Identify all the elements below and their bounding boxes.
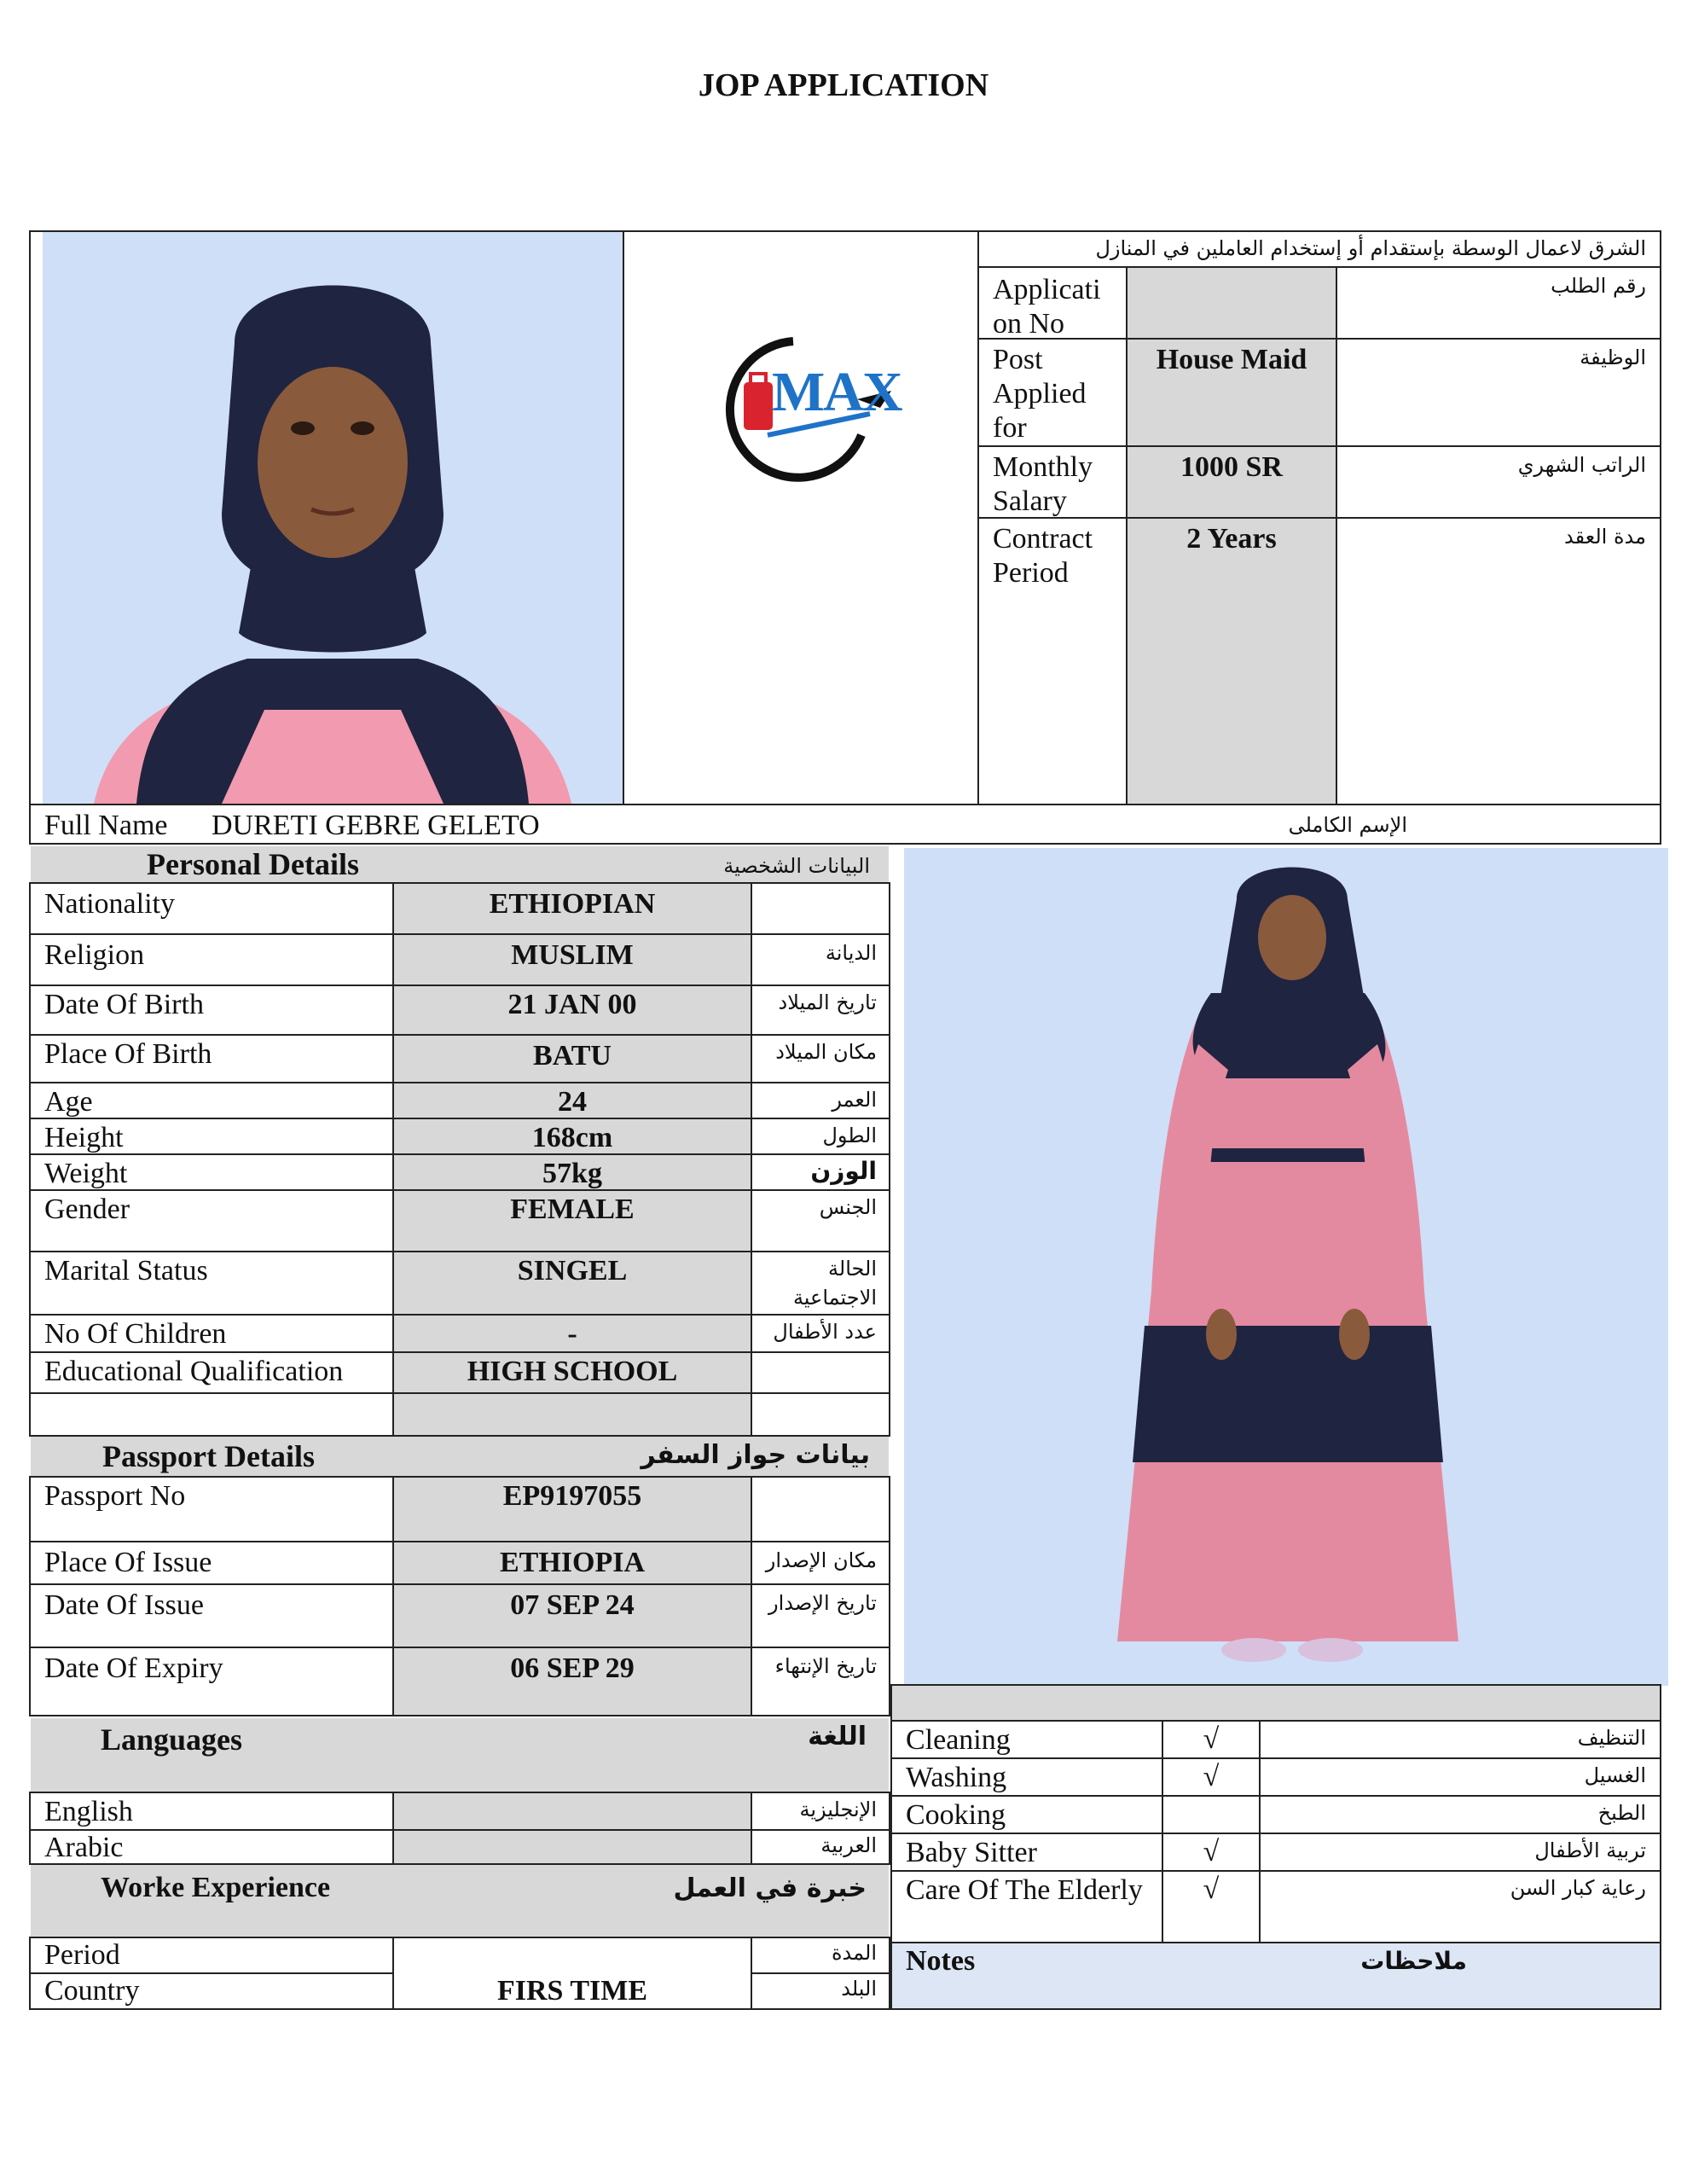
place-of-birth-ar: مكان الميلاد bbox=[775, 1040, 877, 1064]
skill-baby-sitter-check: √ bbox=[1203, 1836, 1220, 1867]
monthly-salary-value: 1000 SR bbox=[1180, 451, 1283, 483]
arabic-label: Arabic bbox=[44, 1832, 124, 1863]
divider bbox=[890, 1720, 1661, 1722]
marital-status-value: SINGEL bbox=[517, 1255, 628, 1287]
contract-period-ar: مدة العقد bbox=[1564, 525, 1646, 549]
divider bbox=[623, 230, 624, 804]
no-of-children-ar: عدد الأطفال bbox=[773, 1320, 877, 1344]
skill-cleaning-label: Cleaning bbox=[906, 1724, 1011, 1756]
no-of-children-value: - bbox=[567, 1318, 577, 1350]
religion-ar: الديانة bbox=[825, 941, 877, 965]
passport-no-label: Passport No bbox=[44, 1480, 186, 1512]
logo-text: MAX bbox=[772, 361, 901, 423]
height-ar: الطول bbox=[822, 1124, 877, 1147]
nationality-label: Nationality bbox=[44, 888, 175, 920]
passport-details-title-ar: بيانات جواز السفر bbox=[641, 1440, 870, 1470]
full-name-label: Full Name bbox=[44, 810, 168, 841]
post-applied-value: House Maid bbox=[1156, 344, 1307, 375]
skill-washing-ar: الغسيل bbox=[1584, 1763, 1646, 1787]
skill-elderly-label: Care Of The Elderly bbox=[906, 1874, 1143, 1906]
full-name-ar: الإسم الكاملى bbox=[1288, 813, 1407, 837]
education-value: HIGH SCHOOL bbox=[467, 1356, 678, 1387]
date-of-expiry-label: Date Of Expiry bbox=[44, 1653, 223, 1684]
period-ar: المدة bbox=[831, 1941, 877, 1965]
divider bbox=[29, 1583, 890, 1585]
religion-value: MUSLIM bbox=[511, 939, 634, 971]
place-of-birth-value: BATU bbox=[533, 1040, 612, 1072]
divider bbox=[751, 1476, 752, 1716]
divider bbox=[29, 1082, 890, 1083]
divider bbox=[29, 1034, 890, 1036]
place-of-issue-label: Place Of Issue bbox=[44, 1547, 212, 1578]
experience-title: Worke Experience bbox=[101, 1872, 331, 1903]
divider bbox=[1259, 1720, 1261, 1942]
divider bbox=[977, 445, 1661, 447]
monthly-salary-ar: الراتب الشهري bbox=[1517, 453, 1646, 477]
divider bbox=[29, 1392, 890, 1394]
contract-period-label: Contract Period bbox=[993, 523, 1093, 589]
weight-ar: الوزن bbox=[810, 1157, 877, 1185]
english-ar: الإنجليزية bbox=[799, 1798, 877, 1821]
agency-name: الشرق لاعمال الوسطة بإستقدام أو إستخدام العاملين في المنازل bbox=[1095, 236, 1646, 260]
experience-title-ar: خبرة في العمل bbox=[673, 1873, 867, 1903]
height-value: 168cm bbox=[531, 1122, 613, 1153]
divider bbox=[890, 1833, 1661, 1834]
education-label: Educational Qualification bbox=[44, 1356, 344, 1387]
date-of-birth-label: Date Of Birth bbox=[44, 989, 204, 1020]
notes-box bbox=[892, 1943, 1660, 2008]
divider bbox=[751, 882, 752, 1437]
application-no-label: Applicati on No bbox=[993, 274, 1101, 340]
date-of-expiry-ar: تاريخ الإنتهاء bbox=[774, 1654, 877, 1678]
english-label: English bbox=[44, 1796, 133, 1827]
gender-ar: الجنس bbox=[819, 1195, 877, 1219]
full-body-photo bbox=[904, 848, 1668, 1686]
height-label: Height bbox=[44, 1122, 124, 1153]
skill-baby-sitter-ar: تربية الأطفال bbox=[1534, 1838, 1646, 1862]
place-of-birth-label: Place Of Birth bbox=[44, 1038, 212, 1070]
personal-details-title: Personal Details bbox=[147, 847, 359, 881]
gender-label: Gender bbox=[44, 1194, 130, 1225]
age-ar: العمر bbox=[832, 1088, 877, 1112]
no-of-children-label: No Of Children bbox=[44, 1318, 227, 1350]
weight-label: Weight bbox=[44, 1158, 128, 1189]
notes-label: Notes bbox=[906, 1945, 976, 1977]
personal-details-title-ar: البيانات الشخصية bbox=[723, 854, 870, 878]
application-no-ar: رقم الطلب bbox=[1551, 274, 1646, 298]
divider bbox=[751, 1792, 752, 1865]
divider bbox=[29, 985, 890, 986]
full-name-value: DURETI GEBRE GELETO bbox=[212, 810, 540, 841]
skill-baby-sitter-label: Baby Sitter bbox=[906, 1837, 1037, 1868]
skill-washing-label: Washing bbox=[906, 1762, 1007, 1793]
languages-title-ar: اللغة bbox=[808, 1722, 867, 1751]
agency-logo bbox=[699, 307, 904, 486]
post-applied-label: Post Applied for bbox=[993, 344, 1087, 444]
marital-status-ar: الحالة الاجتماعية bbox=[792, 1257, 877, 1310]
place-of-issue-value: ETHIOPIA bbox=[499, 1547, 646, 1578]
skill-elderly-ar: رعاية كبار السن bbox=[1510, 1876, 1646, 1900]
arabic-ar: العربية bbox=[820, 1833, 877, 1857]
weight-value: 57kg bbox=[542, 1158, 602, 1189]
divider bbox=[29, 1251, 890, 1252]
divider bbox=[29, 933, 890, 935]
date-of-issue-value: 07 SEP 24 bbox=[510, 1589, 635, 1621]
skill-cleaning-check: √ bbox=[1203, 1723, 1220, 1755]
divider bbox=[29, 1351, 890, 1353]
contract-period-value: 2 Years bbox=[1186, 523, 1277, 555]
portrait-photo bbox=[43, 232, 623, 804]
date-of-birth-value: 21 JAN 00 bbox=[507, 989, 637, 1020]
age-label: Age bbox=[44, 1086, 93, 1118]
age-value: 24 bbox=[558, 1086, 587, 1118]
skill-cleaning-ar: التنظيف bbox=[1577, 1726, 1646, 1750]
date-of-issue-label: Date Of Issue bbox=[44, 1589, 204, 1621]
marital-status-label: Marital Status bbox=[44, 1255, 208, 1287]
passport-details-title: Passport Details bbox=[102, 1439, 315, 1473]
date-of-expiry-value: 06 SEP 29 bbox=[510, 1653, 635, 1684]
skill-cooking-label: Cooking bbox=[906, 1799, 1006, 1831]
divider bbox=[29, 1647, 890, 1648]
gender-value: FEMALE bbox=[510, 1194, 635, 1225]
post-applied-ar: الوظيفة bbox=[1580, 346, 1646, 369]
religion-label: Religion bbox=[44, 939, 145, 971]
skill-washing-check: √ bbox=[1203, 1761, 1220, 1792]
country-label: Country bbox=[44, 1975, 140, 2007]
monthly-salary-label: Monthly Salary bbox=[993, 451, 1093, 517]
divider bbox=[29, 1314, 890, 1316]
date-of-issue-ar: تاريخ الإصدار bbox=[768, 1591, 877, 1615]
page-title: JOP APPLICATION bbox=[698, 67, 989, 103]
country-ar: البلد bbox=[841, 1977, 877, 2001]
date-of-birth-ar: تاريخ الميلاد bbox=[778, 990, 877, 1014]
divider bbox=[890, 1757, 1661, 1759]
divider bbox=[29, 1541, 890, 1542]
notes-ar: ملاحظات bbox=[1360, 1947, 1467, 1975]
experience-value: FIRS TIME bbox=[496, 1975, 648, 2007]
passport-no-value: EP9197055 bbox=[502, 1480, 642, 1512]
languages-title: Languages bbox=[101, 1722, 243, 1757]
divider bbox=[890, 1795, 1661, 1797]
divider bbox=[890, 1870, 1661, 1872]
divider bbox=[29, 804, 1661, 805]
period-label: Period bbox=[44, 1939, 120, 1971]
skill-elderly-check: √ bbox=[1203, 1873, 1220, 1905]
nationality-value: ETHIOPIAN bbox=[489, 888, 656, 920]
skill-cooking-ar: الطبخ bbox=[1597, 1801, 1646, 1825]
divider bbox=[392, 1792, 394, 1865]
divider bbox=[1336, 266, 1337, 804]
place-of-issue-ar: مكان الإصدار bbox=[765, 1548, 877, 1572]
